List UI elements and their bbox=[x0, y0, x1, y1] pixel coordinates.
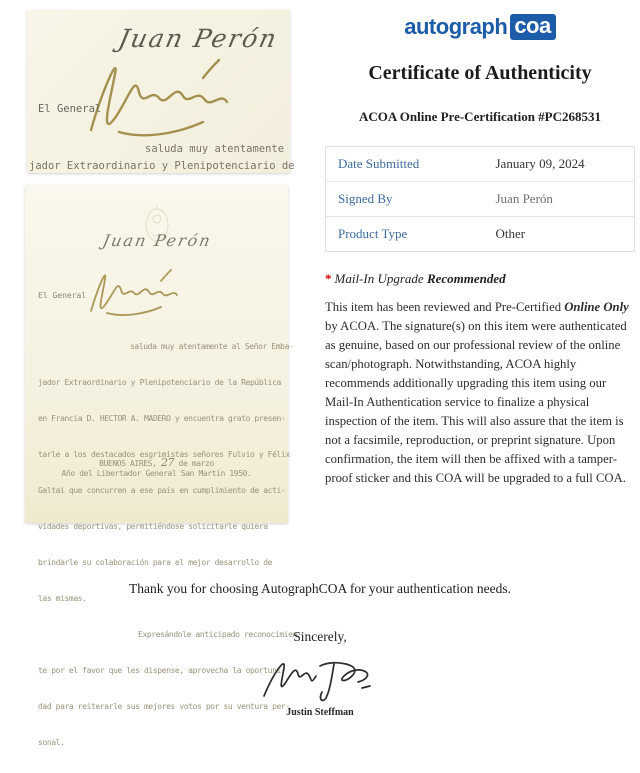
typed-cutoff-line: jador Extraordinario y Plenipotenciario de bbox=[29, 160, 295, 172]
details-table bbox=[325, 146, 635, 252]
typed-salute-line: saluda muy atentamente bbox=[145, 143, 285, 155]
steffman-signature bbox=[258, 652, 382, 704]
letter-line: en Francia D. HECTOR A. MADERO y encuentra grato presen- bbox=[38, 414, 286, 423]
table-row-date-submitted bbox=[326, 147, 635, 182]
letter-line: brindarle su colaboración para el mejor desarrollo de bbox=[38, 558, 273, 567]
letter-line: tarle a los destacados esgrimistas señores Fulvio y Félix bbox=[38, 450, 290, 459]
table-row-product-type bbox=[326, 217, 635, 252]
closing-line: Sincerely, bbox=[293, 629, 347, 644]
certification-statement bbox=[325, 298, 637, 488]
letter-line: Expresándole anticipado reconocimien- bbox=[138, 630, 302, 639]
mail-in-upgrade-heading bbox=[325, 271, 640, 287]
row-value: Juan Perón bbox=[484, 182, 635, 217]
cert-number-line: ACOA Online Pre-Certification #PC268531 bbox=[358, 109, 602, 124]
typed-el-general: El General bbox=[38, 291, 87, 300]
letterhead-script: Juan Perón bbox=[100, 231, 214, 250]
heading-italic: Mail-In Upgrade bbox=[334, 271, 424, 286]
letter-year-line: Año del Libertador General San Martín 1950. bbox=[61, 469, 252, 478]
row-value: January 09, 2024 bbox=[484, 147, 635, 182]
letter-line: vidades deportivas, permitiéndose solicitarle quiera bbox=[38, 522, 268, 531]
logo-row bbox=[320, 14, 640, 40]
logo-badge-coa: coa bbox=[510, 14, 555, 40]
logo-text-autograph: autograph bbox=[404, 14, 508, 39]
letterhead-script: Juan Perón bbox=[115, 24, 281, 53]
letter-line: te por el favor que les dispense, aprovecha la oportuni- bbox=[38, 666, 286, 675]
letter-line: Galtai que concurren a ese país en cumplimiento de acti- bbox=[38, 486, 286, 495]
thank-you-line: Thank you for choosing AutographCOA for your authentication needs. bbox=[128, 581, 512, 596]
letter-line: dad para reiterarle sus mejores votos por su ventura per- bbox=[38, 702, 290, 711]
letter-dateline bbox=[25, 458, 288, 479]
page-title: Certificate of Authenticity bbox=[368, 62, 592, 84]
peron-signature bbox=[87, 263, 187, 321]
required-asterisk: * bbox=[325, 271, 332, 286]
statement-before: This item has been reviewed and Pre-Certified bbox=[325, 300, 565, 314]
row-label: Product Type bbox=[338, 226, 408, 241]
letter-body bbox=[38, 317, 301, 773]
statement-emphasis: Online Only bbox=[564, 300, 629, 314]
letter-line: saluda muy atentamente al Señor Emba- bbox=[130, 342, 294, 351]
letter-line: sonal. bbox=[38, 738, 65, 747]
letter-line: jador Extraordinario y Plenipotenciario de la República bbox=[38, 378, 281, 387]
heading-bold: Recommended bbox=[426, 271, 506, 286]
table-row-signed-by bbox=[326, 182, 635, 217]
letter-line: las mismas. bbox=[38, 594, 87, 603]
letter-month: de marzo bbox=[174, 459, 214, 468]
autographcoa-logo bbox=[404, 14, 555, 40]
letter-city: BUENOS AIRES, bbox=[99, 459, 161, 468]
statement-after: by ACOA. The signature(s) on this item were authenticated as genuine, based on our professional review of the online scan/photograph. Notwithstanding, ACOA highly recommends additionally upgrading this item using our Mail-In Authentication service to finalize a physical inspection of the item. This will also assure that the item is not a facsimile, reproduction, or preprint signature. Upon confirmation, the item will then be affixed with a tamper-proof sticker and this COA will be upgraded to a full COA. bbox=[325, 319, 627, 485]
row-label: Date Submitted bbox=[326, 147, 484, 182]
peron-signature bbox=[85, 48, 245, 148]
row-value: Other bbox=[495, 226, 526, 241]
item-photo-full-letter[interactable] bbox=[25, 185, 302, 747]
handwritten-day: 27 bbox=[160, 456, 175, 469]
row-label: Signed By bbox=[326, 182, 484, 217]
item-photo-closeup[interactable] bbox=[27, 10, 295, 173]
signer-name: Justin Steffman bbox=[286, 707, 354, 718]
certificate-details-column bbox=[320, 0, 640, 488]
typed-el-general: El General bbox=[38, 103, 102, 115]
